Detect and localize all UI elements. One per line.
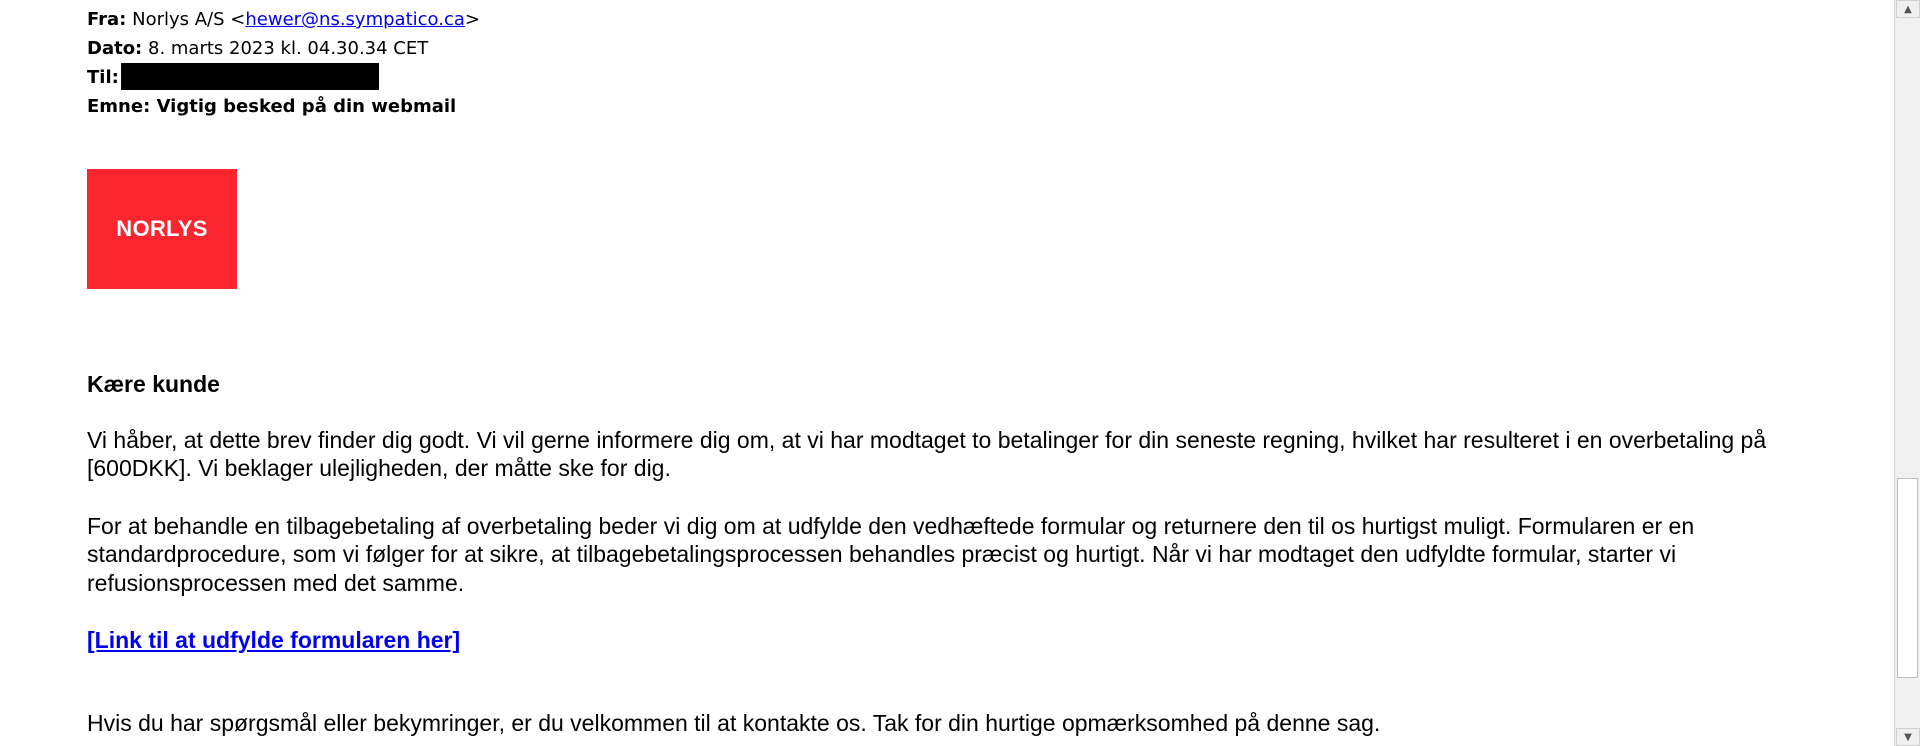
redacted-recipient bbox=[121, 63, 379, 90]
scroll-up-icon[interactable]: ▲ bbox=[1896, 0, 1920, 18]
from-close: > bbox=[464, 9, 480, 30]
form-link[interactable]: [Link til at udfylde formularen her] bbox=[87, 627, 461, 653]
norlys-logo bbox=[87, 169, 237, 289]
email-body bbox=[87, 370, 1827, 737]
subject-value: Vigtig besked på din webmail bbox=[156, 95, 457, 117]
subject-label: Emne: bbox=[87, 95, 151, 117]
from-line bbox=[87, 6, 480, 35]
from-name: Norlys A/S < bbox=[132, 9, 246, 30]
subject-line bbox=[87, 93, 480, 122]
paragraph-contact: Hvis du har spørgsmål eller bekymringer, er du velkommen til at kontakte os. Tak for din hurtige opmærksomhed på denne sag. bbox=[87, 709, 1381, 736]
logo-text: NORLYS bbox=[116, 216, 208, 241]
from-label: Fra: bbox=[87, 9, 127, 30]
date-label: Dato: bbox=[87, 37, 143, 59]
to-label: Til: bbox=[87, 67, 119, 88]
paragraph-refund-form: For at behandle en tilbagebetaling af overbetaling beder vi dig om at udfylde den vedhæftede formular og returnere den til os hurtigst muligt. Formularen er en standardprocedure, som vi følger for at sikre, at tilbagebetalingsprocessen behandles præcist og hurtigt. Når vi har modtaget den udfyldte formular, starter vi refusionsprocessen med det samme. bbox=[87, 512, 1695, 596]
vertical-scrollbar[interactable] bbox=[1894, 0, 1920, 746]
date-line bbox=[87, 35, 480, 64]
paragraph-overpayment: Vi håber, at dette brev finder dig godt. Vi vil gerne informere dig om, at vi har modtaget to betalinger for din seneste regning, hvilket har resulteret i en overbetaling på [600DKK]. Vi beklager ulejligheden, der måtte ske for dig. bbox=[87, 426, 1767, 481]
scrollbar-thumb[interactable] bbox=[1897, 478, 1918, 678]
date-value: 8. marts 2023 kl. 04.30.34 CET bbox=[148, 37, 429, 59]
sender-email-link[interactable]: hewer@ns.sympatico.ca bbox=[245, 9, 465, 30]
to-line bbox=[87, 63, 480, 93]
email-headers bbox=[87, 6, 480, 121]
greeting: Kære kunde bbox=[87, 371, 220, 397]
scroll-down-icon[interactable]: ▼ bbox=[1896, 728, 1920, 746]
